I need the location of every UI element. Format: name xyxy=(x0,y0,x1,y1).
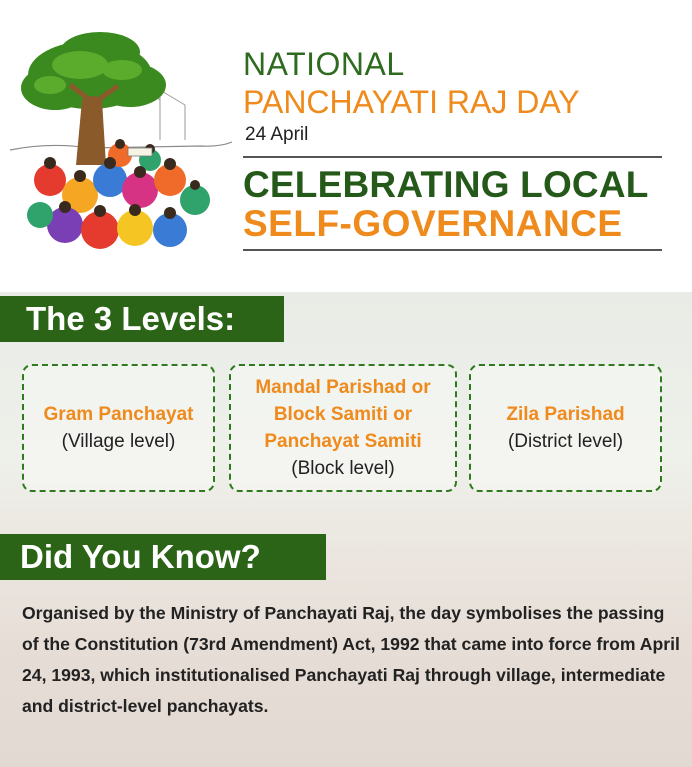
level-name: Zila Parishad xyxy=(506,404,625,425)
level-card-block xyxy=(229,364,457,492)
level-name: Gram Panchayat xyxy=(43,404,194,425)
divider-top xyxy=(243,156,662,158)
divider-bottom xyxy=(243,249,662,251)
title-national: NATIONAL xyxy=(243,46,405,82)
tagline-celebrating-local: CELEBRATING LOCAL xyxy=(243,164,649,205)
levels-heading-banner: The 3 Levels: xyxy=(0,296,284,342)
header xyxy=(0,0,692,292)
background-photo-area xyxy=(0,292,692,767)
title-panchayati-raj-day: PANCHAYATI RAJ DAY xyxy=(243,84,580,120)
level-card-gram-panchayat xyxy=(22,364,215,492)
village-meeting-illustration xyxy=(10,30,232,262)
level-card-zila-parishad xyxy=(469,364,662,492)
level-scope: (Village level) xyxy=(61,431,176,452)
event-date: 24 April xyxy=(245,124,309,145)
level-name: Mandal Parishad or Block Samiti or Panchayat Samiti xyxy=(255,377,431,452)
did-you-know-text: Organised by the Ministry of Panchayati Raj, the day symbolises the passing of the Constitution (73rd Amendment) Act, 1992 that came into force from April 24, 1993, which institutionalised Panchayati Raj through village, intermediate and district-level panchayats. xyxy=(22,603,680,716)
tagline-self-governance: SELF-GOVERNANCE xyxy=(243,203,623,244)
did-you-know-banner: Did You Know? xyxy=(0,534,326,580)
level-scope: (Block level) xyxy=(291,458,395,479)
level-scope: (District level) xyxy=(507,431,624,452)
